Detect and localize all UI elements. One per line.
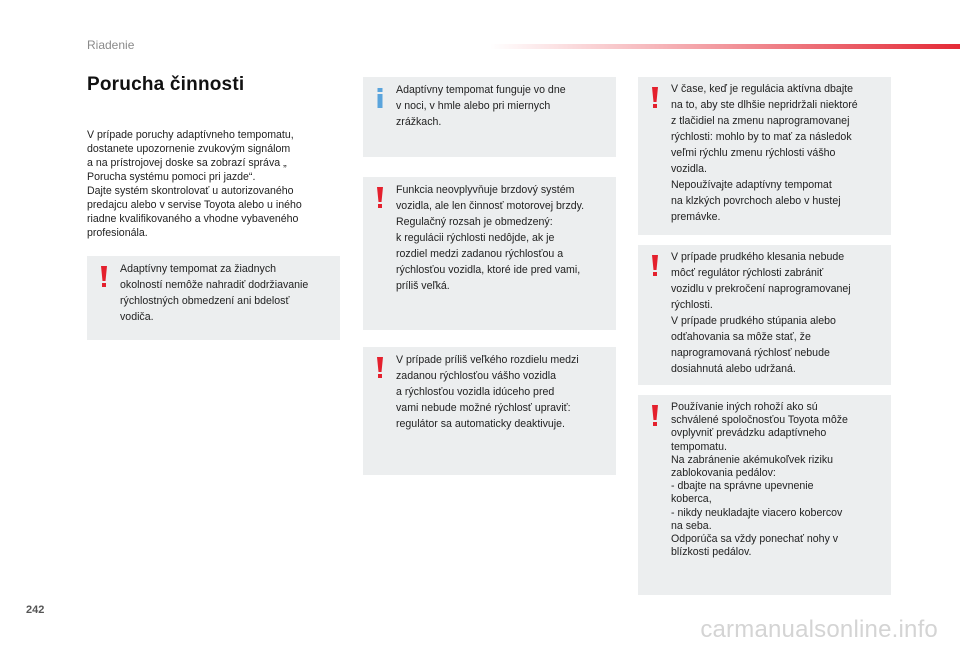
warning-note-right-mats (638, 395, 891, 595)
warning-note-mid-brake-text: Funkcia neovplyvňuje brzdový systém vozidla, ale len činnosť motorovej brzdy. Regulačný rozsah je obmedzený: k regulácii rýchlosti nedôjde, ak je rozdiel medzi zadanou rýchlosťou a rýchlosťou vozidla, ktoré ide pred vami, príliš veľká. (396, 184, 585, 292)
intro-paragraph: V prípade poruchy adaptívneho tempomatu, dostanete upozornenie zvukovým signálom a na prístrojovej doske sa zobrazí správa „ Porucha systému pomoci pri jazde“. Dajte systém skontrolovať u autorizovaného predajcu alebo v servise Toyota alebo u iného riadne kvalifikovaného a vhodne vybaveného profesionála. (87, 129, 302, 239)
warning-note-right-mats-text: Používanie iných rohoží ako sú schválené spoločnosťou Toyota môže ovplyvniť prevádzku adaptívneho tempomatu. Na zabránenie akémukoľvek riziku zablokovania pedálov: - dbajte na správne upevnenie koberca, - nikdy neukladajte viacero kobercov na seba. Odporúča sa vždy ponechať nohy v blízkosti pedálov. (671, 401, 848, 559)
info-icon (375, 87, 385, 109)
warning-note-right-buttons (638, 77, 891, 235)
warning-note-left-text: Adaptívny tempomat za žiadnych okolností nemôže nahradiť dodržiavanie rýchlostných obmedzení ani bdelosť vodiča. (120, 263, 309, 323)
info-note-text: Adaptívny tempomat funguje vo dne v noci, v hmle alebo pri miernych zrážkach. (396, 84, 566, 128)
page-number: 242 (26, 604, 45, 616)
warning-exclamation-icon (99, 266, 109, 288)
warning-note-mid-deactivate-text: V prípade príliš veľkého rozdielu medzi zadanou rýchlosťou vášho vozidla a rýchlosťou vozidla idúceho pred vami nebude možné rýchlosť upraviť: regulátor sa automaticky deaktivuje. (396, 354, 579, 430)
warning-exclamation-icon (650, 255, 660, 277)
warning-note-mid-brake (363, 177, 616, 330)
header-accent-bar (490, 44, 960, 49)
page-title: Porucha činnosti (87, 74, 245, 95)
warning-exclamation-icon (375, 357, 385, 379)
warning-exclamation-icon (375, 187, 385, 209)
warning-note-right-buttons-text: V čase, keď je regulácia aktívna dbajte na to, aby ste dlhšie nepridržali niektoré z tlačidiel na zmenu naprogramovanej rýchlosti: mohlo by to mať za následok veľmi rýchlu zmenu rýchlosti vášho vozidla. Nepoužívajte adaptívny tempomat na klzkých povrchoch alebo v hustej premávke. (671, 83, 858, 223)
warning-note-right-slope (638, 245, 891, 385)
warning-note-mid-deactivate (363, 347, 616, 475)
info-note (363, 77, 616, 157)
warning-note-left (87, 256, 340, 340)
warning-exclamation-icon (650, 405, 660, 427)
warning-exclamation-icon (650, 87, 660, 109)
warning-note-right-slope-text: V prípade prudkého klesania nebude môcť regulátor rýchlosti zabrániť vozidlu v prekročení naprogramovanej rýchlosti. V prípade prudkého stúpania alebo odťahovania sa môže stať, že naprogramovaná rýchlosť nebude dosiahnutá alebo udržaná. (671, 251, 851, 375)
watermark: carmanualsonline.info (700, 616, 938, 643)
section-label: Riadenie (87, 38, 135, 52)
